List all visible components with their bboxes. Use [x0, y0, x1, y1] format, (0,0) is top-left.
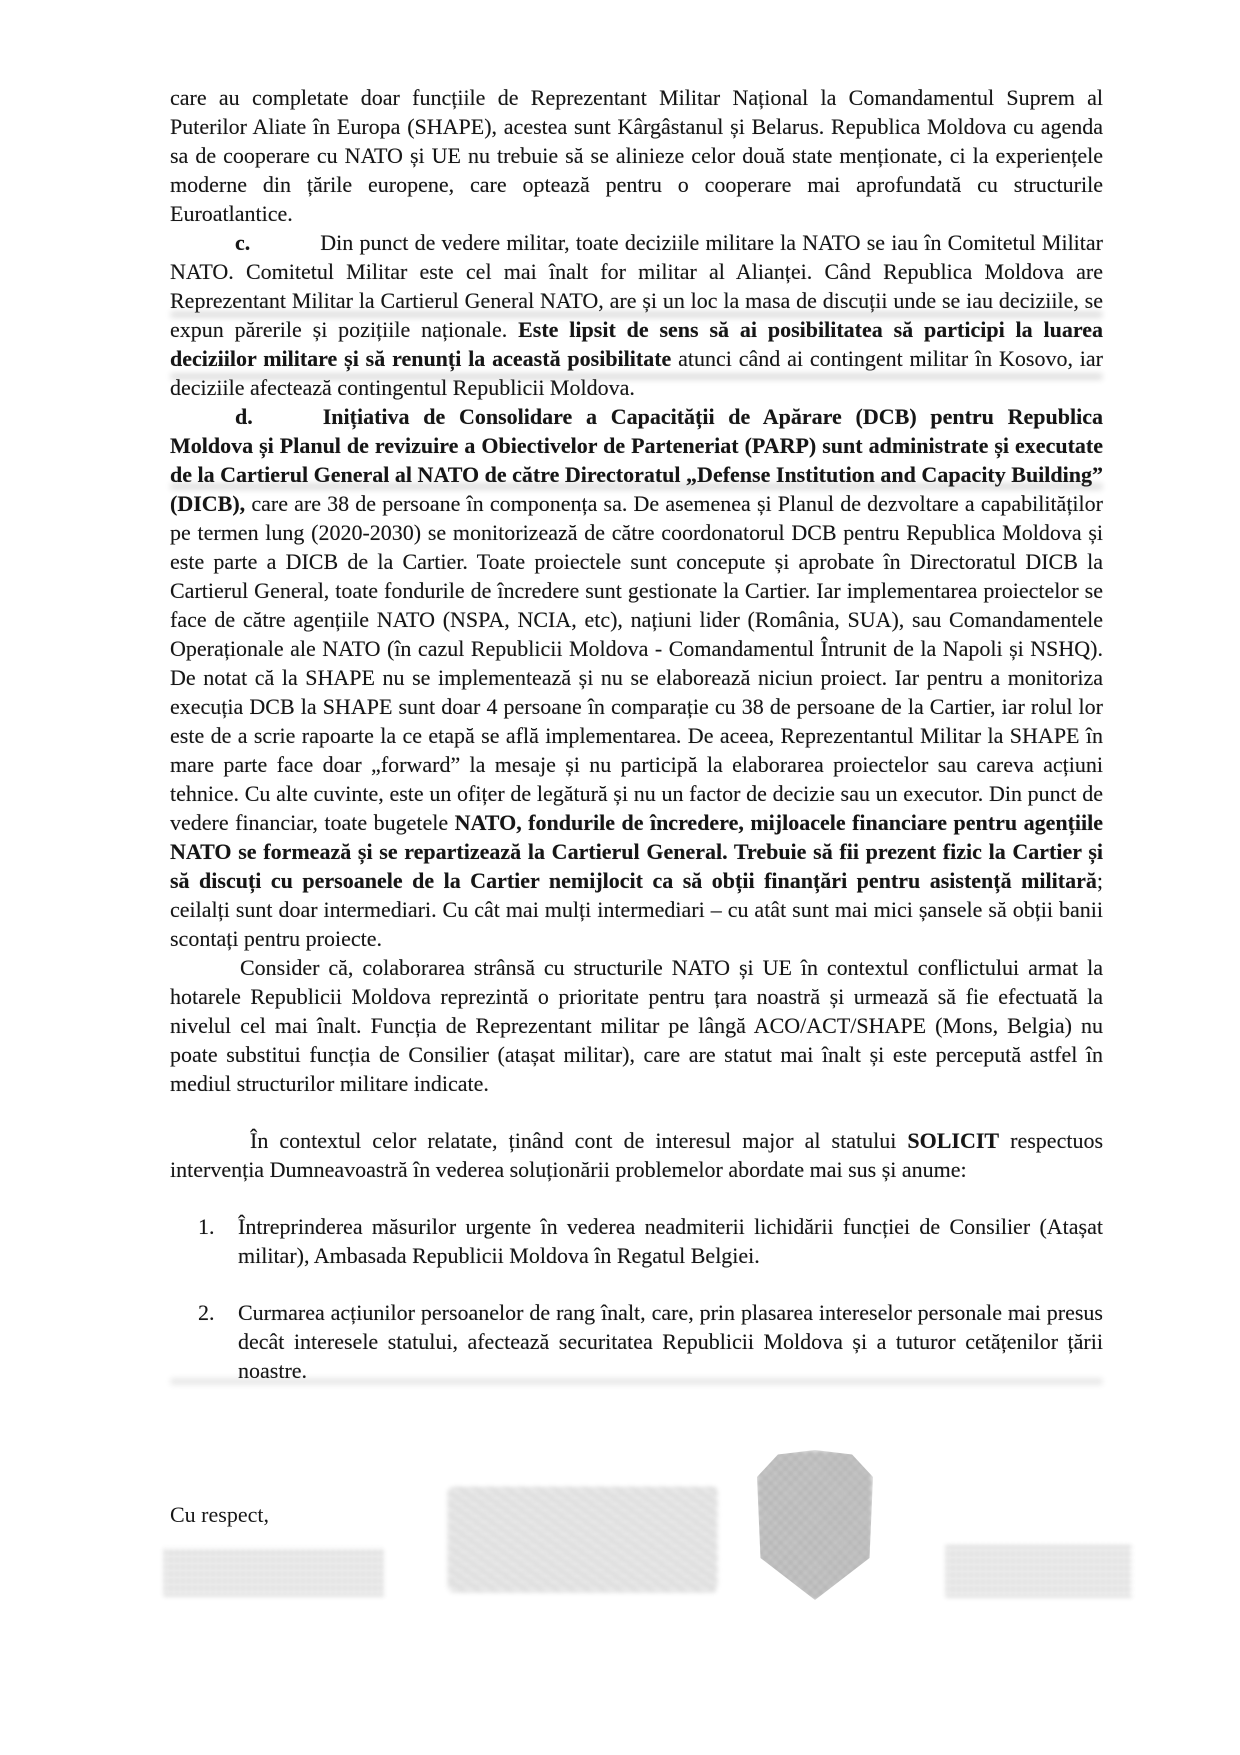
- text-run: ; ceilalți sunt doar intermediari. Cu cât mai mulți intermediari – cu atât sunt mai mici șansele să obții banii scontați pentru proiecte.: [170, 868, 1103, 951]
- text-run: Inițiativa de Consolidare a Capacității de Apărare (DCB) pentru Republica Moldova și Planul de revizuire a Obiectivelor de Parteneriat (PARP) sunt administrate și executate de la Cartierul General al NATO de către Directoratul „Defense Institution and Capacity Building” (DICB),: [170, 404, 1103, 516]
- text-run: care are 38 de persoane în componența sa. De asemenea și Planul de dezvoltare a capabilităților pe termen lung (2020-2030) se monitorizează de către coordonatorul DCB pentru Republica Moldova și este parte a DICB de la Cartier. Toate proiectele sunt concepute și aprobate în Directoratul DICB la Cartierul General, toate fondurile de încredere sunt gestionate la Cartier. Iar implementarea proiectelor se face de către agențiile NATO (NSPA, NCIA, etc), națiuni lider (România, SUA), sau Comandamentele Operaționale ale NATO (în cazul Republicii Moldova - Comandamentul Întrunit de la Napoli și NSHQ). De notat că la SHAPE nu se implementează și nu se elaborează niciun proiect. Iar pentru a monitoriza execuția DCB la SHAPE sunt doar 4 persoane în comparație cu 38 de persoane de la Cartier, iar rolul lor este de a scrie rapoarte la ce etapă se află implementarea. De aceea, Reprezentantul Militar la SHAPE în mare parte face doar „forward” la mesaje și nu participă la elaborarea proiectelor sau careva acțiuni tehnice. Cu alte cuvinte, este un ofițer de legătură și nu un factor de decizie sau un executor. Din punct de vedere financiar, toate bugetele: [170, 491, 1103, 835]
- text-run: Curmarea acțiunilor persoanelor de rang înalt, care, prin plasarea intereselor personale mai presus decât interesele statului, afectează securitatea Republicii Moldova și a tuturor cetățenilor țării noastre.: [238, 1300, 1103, 1383]
- text-run: Întreprinderea măsurilor urgente în vederea neadmiterii lichidării funcției de Consilier (Atașat militar), Ambasada Republicii Moldova în Regatul Belgiei.: [238, 1214, 1103, 1268]
- text-run: Consider că, colaborarea strânsă cu structurile NATO și UE în contextul conflictului armat la hotarele Republicii Moldova reprezintă o prioritate pentru țara noastră și urmează să fie efectuată la nivelul cel mai înalt. Funcția de Reprezentant militar pe lângă ACO/ACT/SHAPE (Mons, Belgia) nu poate substitui funcția de Consilier (atașat militar), care are statut mai înalt și este percepută astfel în mediul structurilor militare indicate.: [170, 955, 1103, 1096]
- paragraph: [170, 83, 1103, 228]
- paragraph-label: d.: [235, 404, 253, 429]
- text-run: Este lipsit de sens să ai posibilitatea să participi la luarea deciziilor militare și să renunți la această posibilitate: [170, 317, 1103, 371]
- paragraph-label: c.: [235, 230, 251, 255]
- paragraph: [170, 228, 1103, 402]
- closing-salutation: Cu respect,: [170, 1502, 269, 1527]
- paragraph: [170, 402, 1103, 953]
- text-run: Din punct de vedere militar, toate deciziile militare la NATO se iau în Comitetul Militar NATO. Comitetul Militar este cel mai înalt for militar al Alianței. Când Republica Moldova are Reprezentant Militar la Cartierul General NATO, are și un loc la masa de discuții unde se iau deciziile, se expun părerile și pozițiile naționale.: [170, 230, 1103, 342]
- list-item: [170, 1212, 1103, 1270]
- paragraph: [170, 1126, 1103, 1184]
- blurred-coat-of-arms-emblem: [757, 1450, 873, 1600]
- text-run: SOLICIT: [907, 1128, 1000, 1153]
- list-item: [170, 1298, 1103, 1385]
- blurred-left-signature-name: [164, 1548, 384, 1596]
- text-run: respectuos intervenția Dumneavoastră în vederea soluționării problemelor abordate mai sus și anume:: [170, 1128, 1104, 1182]
- list-marker: 1.: [198, 1214, 215, 1239]
- text-run: care au completate doar funcțiile de Reprezentant Militar Național la Comandamentul Suprem al Puterilor Aliate în Europa (SHAPE), acestea sunt Kârgâstanul și Belarus. Republica Moldova cu agenda sa de cooperare cu NATO și UE nu trebuie să se alinieze celor două state menționate, ci la experiențele moderne din țările europene, care optează pentru o cooperare mai aprofundată cu structurile Euroatlantice.: [170, 85, 1103, 226]
- text-run: NATO, fondurile de încredere, mijloacele financiare pentru agențiile NATO se formează și se repartizează la Cartierul General. Trebuie să fii prezent fizic la Cartier și să discuți cu persoanele de la Cartier nemijlocit ca să obții finanțări pentru asistență militară: [170, 810, 1103, 893]
- text-run: atunci când ai contingent militar în Kosovo, iar deciziile afectează contingentul Republicii Moldova.: [170, 346, 1103, 400]
- paragraph: [170, 953, 1103, 1098]
- list-marker: 2.: [198, 1300, 215, 1325]
- document-body: [170, 83, 1103, 1385]
- text-run: În contextul celor relatate, ținând cont de interesul major al statului: [250, 1128, 908, 1153]
- blurred-stamp: [448, 1487, 718, 1592]
- blurred-right-signature-name: [946, 1545, 1132, 1597]
